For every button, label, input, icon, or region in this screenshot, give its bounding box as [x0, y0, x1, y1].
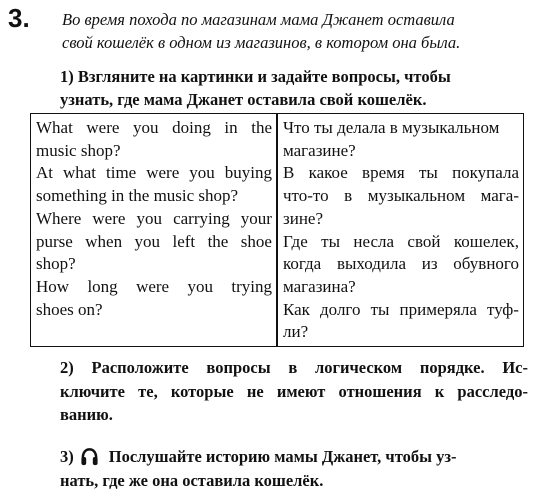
- word: carrying: [173, 208, 230, 228]
- word: you: [187, 276, 213, 296]
- word: you: [133, 118, 159, 137]
- word: к: [434, 381, 445, 401]
- task-3-number: 3): [60, 447, 74, 466]
- word: вопросы: [206, 358, 271, 377]
- word: were: [146, 163, 180, 183]
- word: you: [189, 163, 215, 183]
- word: какое: [308, 163, 348, 183]
- word: не: [246, 381, 264, 401]
- english-question-line: shoes on?: [36, 299, 103, 319]
- english-question-line: something in the music shop?: [36, 186, 239, 206]
- word: Как: [283, 299, 310, 319]
- word: the: [251, 118, 272, 137]
- english-question-line: [36, 276, 272, 299]
- russian-question-line: зине?: [283, 208, 324, 228]
- word: Ис-: [502, 358, 528, 377]
- task-2-line: [60, 356, 528, 380]
- word: покупала: [452, 163, 519, 183]
- word: Where: [36, 208, 82, 228]
- task-3-line: нать, где же она оставила кошелёк.: [60, 471, 324, 490]
- task-1-instruction: [60, 65, 540, 111]
- word: туф-: [486, 299, 519, 319]
- word: ты: [321, 231, 340, 251]
- russian-question-line: [283, 299, 519, 322]
- russian-question-line: магазине?: [283, 140, 356, 160]
- word: were: [92, 208, 126, 228]
- word: your: [240, 208, 272, 228]
- word: когда: [283, 254, 322, 274]
- english-question-line: [36, 208, 272, 231]
- word: порядке.: [419, 358, 485, 377]
- russian-question-line: магазина?: [283, 276, 356, 296]
- word: в: [344, 186, 353, 206]
- task-3-instruction: [60, 445, 528, 493]
- russian-question-line: [283, 162, 519, 185]
- word: Где: [283, 231, 308, 251]
- word: were: [86, 118, 120, 137]
- russian-question-line: ли?: [283, 322, 309, 342]
- english-questions-column: [36, 117, 272, 321]
- english-question-line: music shop?: [36, 140, 121, 160]
- word: shoe: [240, 231, 272, 251]
- word: свой: [407, 231, 441, 251]
- word: ты: [418, 163, 438, 183]
- word: At: [36, 163, 53, 183]
- word: What: [36, 118, 73, 137]
- word: несла: [353, 231, 395, 251]
- task-3-first-line: [60, 445, 528, 469]
- word: long: [87, 276, 118, 296]
- word: мага-: [480, 186, 519, 206]
- english-question-line: shop?: [36, 254, 76, 274]
- word: when: [85, 231, 123, 251]
- word: долго: [320, 299, 361, 319]
- russian-question-line: [283, 231, 519, 254]
- word: ты: [370, 299, 390, 319]
- english-question-line: [36, 231, 272, 254]
- word: were: [136, 276, 170, 296]
- word: time: [106, 163, 137, 183]
- task-3-text: Послушайте историю мамы Джанет, чтобы уз-: [108, 447, 457, 466]
- exercise-number: 3.: [8, 3, 30, 33]
- word: doing: [172, 118, 211, 137]
- word: кошелек,: [453, 231, 519, 251]
- russian-question-line: [283, 253, 519, 276]
- word: buying: [224, 163, 272, 183]
- word: what: [62, 163, 97, 183]
- word: purse: [36, 231, 73, 251]
- russian-questions-column: [283, 117, 519, 344]
- exercise-intro: [62, 8, 532, 54]
- column-divider: [276, 114, 278, 346]
- word: trying: [231, 276, 272, 296]
- word: В: [283, 163, 295, 183]
- word: которые: [170, 381, 234, 401]
- word: How: [36, 276, 70, 296]
- task-2-line: [60, 380, 528, 404]
- word: примеряла: [399, 299, 477, 319]
- word: you: [136, 208, 162, 228]
- word: время: [362, 163, 405, 183]
- task-1-line: узнать, где мама Джанет оставила свой кошелёк.: [60, 90, 427, 109]
- word: расследо-: [457, 381, 528, 401]
- russian-question-line: [283, 185, 519, 208]
- word: 2): [60, 358, 74, 377]
- word: музыкальном: [367, 186, 466, 206]
- task-2-instruction: [60, 356, 528, 427]
- english-question-line: [36, 162, 272, 185]
- task-2-line: ванию.: [60, 405, 113, 424]
- word: в: [288, 358, 298, 377]
- word: Расположите: [91, 358, 189, 377]
- word: in: [224, 118, 238, 137]
- word: из: [421, 254, 438, 274]
- intro-line: Во время похода по магазинам мама Джанет оставила: [62, 10, 455, 29]
- word: те,: [138, 381, 158, 401]
- russian-question-line: Что ты делала в музыкальном: [283, 118, 500, 137]
- headphones-icon: [80, 447, 99, 467]
- word: обувного: [453, 254, 519, 274]
- intro-line: свой кошелёк в одном из магазинов, в котором она была.: [62, 33, 461, 52]
- word: you: [134, 231, 161, 251]
- word: left: [172, 231, 196, 251]
- english-question-line: [36, 117, 272, 140]
- word: что-то: [283, 186, 329, 206]
- word: логическом: [314, 358, 403, 377]
- word: ключите: [60, 381, 125, 401]
- word: the: [207, 231, 229, 251]
- questions-table: [30, 113, 524, 347]
- word: выходила: [336, 254, 407, 274]
- word: отношения: [338, 381, 422, 401]
- task-1-line: 1) Взгляните на картинки и задайте вопросы, чтобы: [60, 67, 451, 86]
- word: имеют: [276, 381, 326, 401]
